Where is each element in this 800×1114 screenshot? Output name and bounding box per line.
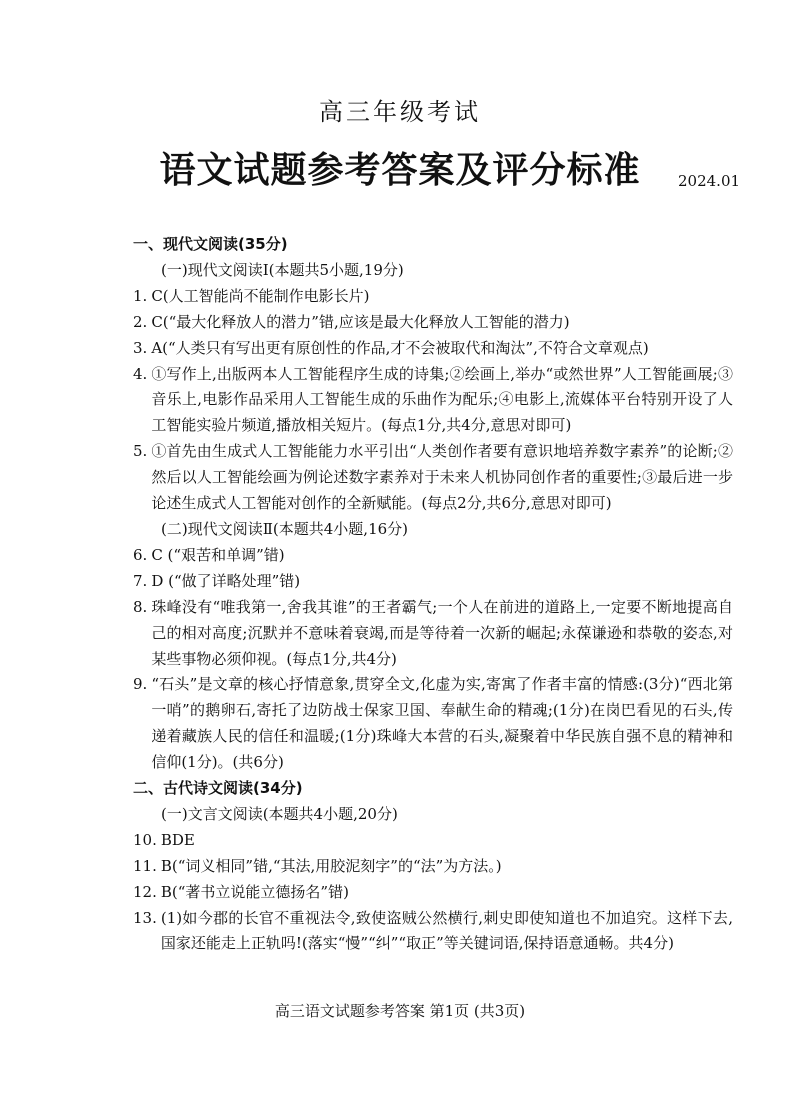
answer-item-3 [133,336,733,362]
subsection-heading-classical-prose: (一)文言文阅读(本题共4小题,20分) [161,804,398,823]
answer-text: B(“词义相同”错,“其法,用胶泥刻字”的“法”为方法。) [160,856,502,875]
answer-text: 珠峰没有“唯我第一,舍我其谁”的王者霸气;一个人在前进的道路上,一定要不断地提高自己的相对高度;沉默并不意味着衰竭,而是等待着一次新的崛起;永葆谦逊和恭敬的姿态,对某些事物必须仰视。(每点1分,共4分) [151,597,733,668]
answer-item-2 [133,310,733,336]
answer-text: C(“最大化释放人的潜力”错,应该是最大化释放人工智能的潜力) [151,312,570,331]
answer-number: 8. [133,597,148,616]
answer-content [133,232,733,957]
answer-item-13 [133,906,733,958]
answer-number: 3. [133,338,148,357]
answer-text: BDE [160,830,195,849]
document-title: 语文试题参考答案及评分标准 [159,149,641,191]
answer-number: 5. [133,442,148,461]
answer-item-7 [133,569,733,595]
answer-item-8 [133,595,733,673]
answer-item-10 [133,828,733,854]
answer-text: A(“人类只有写出更有原创性的作品,才不会被取代和淘汰”,不符合文章观点) [151,338,649,357]
answer-number: 10. [133,830,157,849]
answer-text: (1)如今郡的长官不重视法令,致使盗贼公然横行,刺史即使知道也不加追究。这样下去,国家还能走上正轨吗!(落实“慢”“纠”“取正”等关键词语,保持语意通畅。共4分) [160,908,733,953]
answer-text: “石头”是文章的核心抒情意象,贯穿全文,化虚为实,寄寓了作者丰富的情感:(3分)“西北第一哨”的鹅卵石,寄托了边防战士保家卫国、奉献生命的精魂;(1分)在岗巴看见的石头,传递着藏族人民的信任和温暖;(1分)珠峰大本营的石头,凝聚着中华民族自强不息的精神和信仰(1分)。(共6分) [151,675,733,772]
answer-text: ①写作上,出版两本人工智能程序生成的诗集;②绘画上,举办“或然世界”人工智能画展;③音乐上,电影作品采用人工智能生成的乐曲作为配乐;④电影上,流媒体平台特别开设了人工智能实验片频道,播放相关短片。(每点1分,共4分,意思对即可) [151,364,734,435]
answer-number: 1. [133,286,148,305]
answer-number: 4. [133,364,148,383]
answer-text: B(“著书立说能立德扬名”错) [160,882,349,901]
answer-number: 12. [133,882,157,901]
answer-item-12 [133,880,733,906]
section-heading-classical-reading: 二、古代诗文阅读(34分) [133,779,303,798]
exam-subtitle: 高三年级考试 [319,98,481,126]
answer-number: 11. [133,856,157,875]
answer-text: C(人工智能尚不能制作电影长片) [151,286,370,305]
page-footer: 高三语文试题参考答案 第1页 (共3页) [274,1002,526,1020]
answer-item-11 [133,854,733,880]
answer-item-4 [133,362,733,440]
answer-item-9 [133,672,733,776]
answer-text: ①首先由生成式人工智能能力水平引出“人类创作者要有意识地培养数字素养”的论断;②然后以人工智能绘画为例论述数字素养对于未来人机协同创作者的重要性;③最后进一步论述生成式人工智能对创作的全新赋能。(每点2分,共6分,意思对即可) [151,442,733,513]
answer-number: 6. [133,545,148,564]
document-date: 2024.01 [678,172,741,190]
section-heading-modern-reading: 一、现代文阅读(35分) [133,235,288,253]
subsection-heading-modern-reading-2: (二)现代文阅读Ⅱ(本题共4小题,16分) [161,519,409,538]
answer-item-5 [133,439,733,517]
subsection-heading-modern-reading-1: (一)现代文阅读Ⅰ(本题共5小题,19分) [161,260,404,279]
answer-item-1 [133,284,733,310]
answer-number: 9. [133,675,148,694]
answer-number: 13. [133,908,157,927]
answer-text: C (“艰苦和单调”错) [151,545,285,564]
answer-text: D (“做了详略处理”错) [151,571,301,590]
answer-number: 7. [133,571,148,590]
answer-item-6 [133,543,733,569]
answer-number: 2. [133,312,148,331]
